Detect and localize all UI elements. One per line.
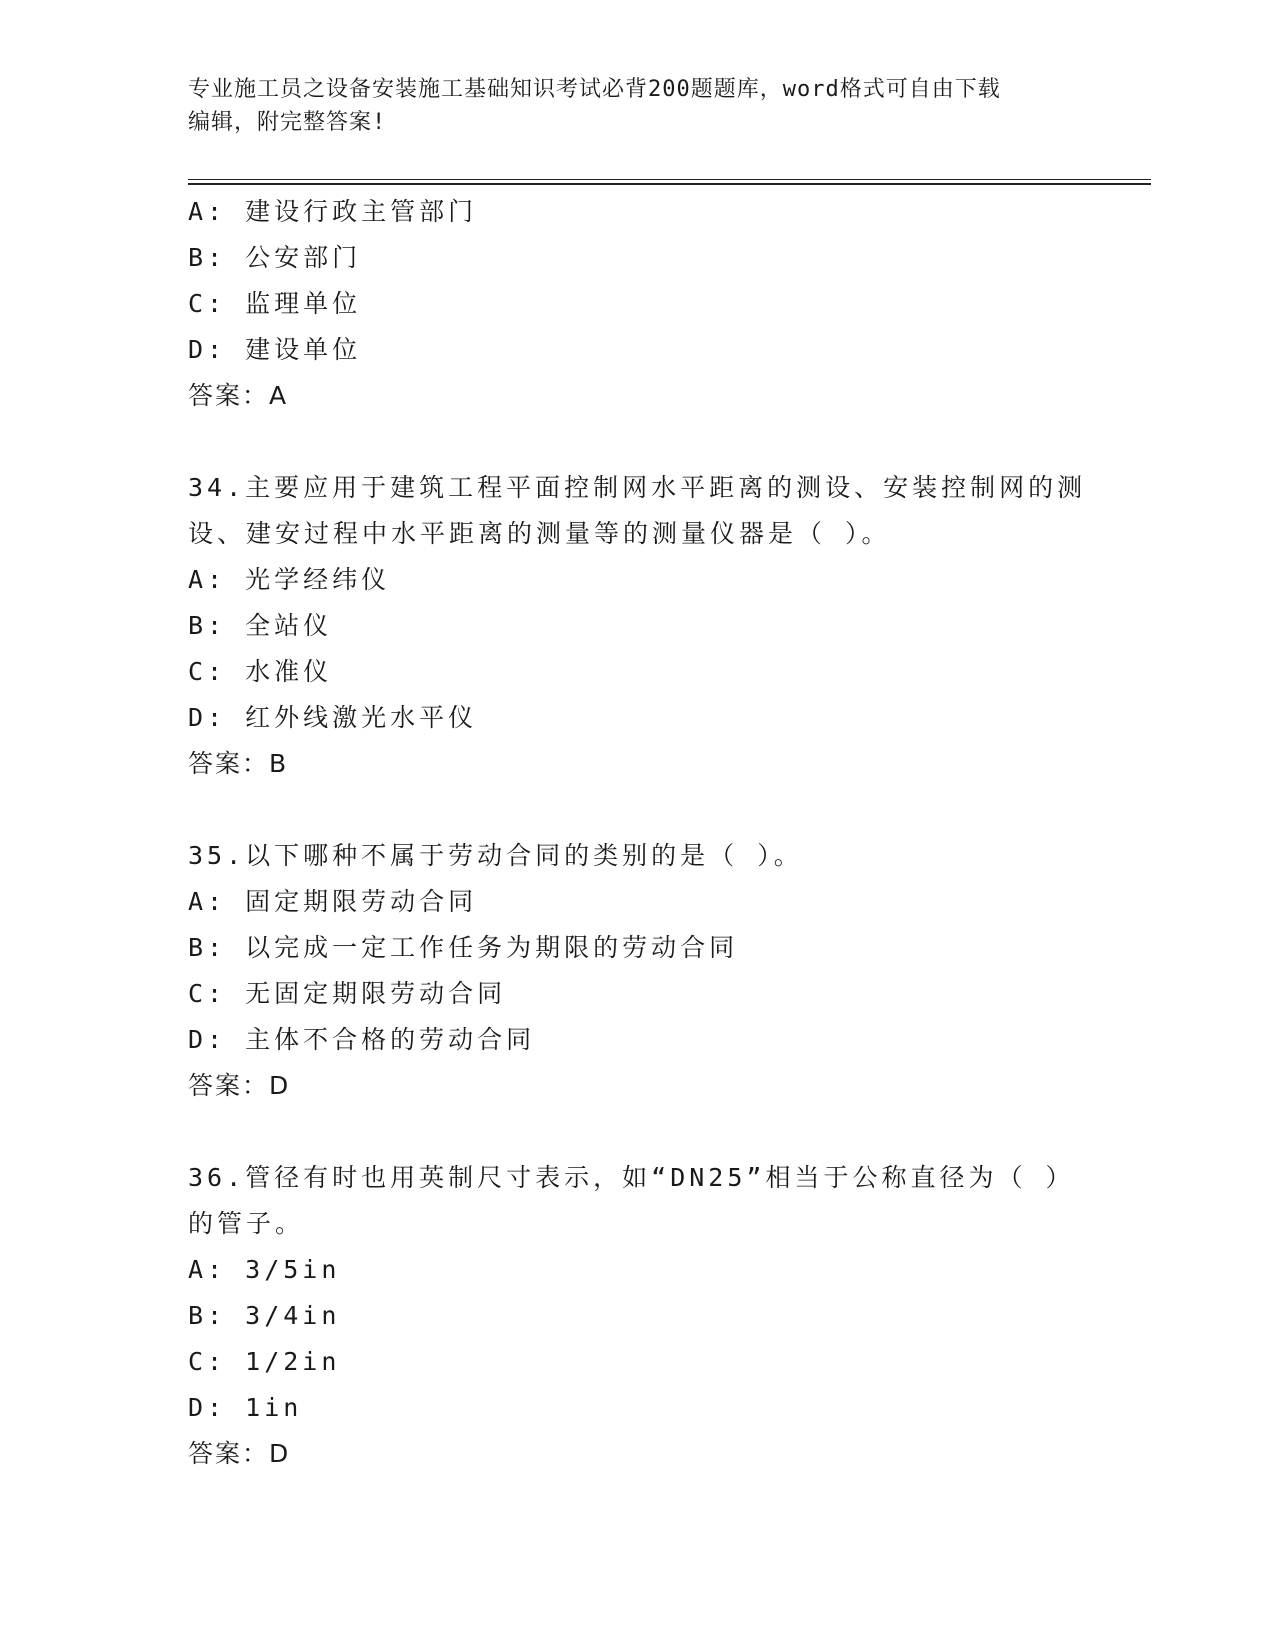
option-a: A: 固定期限劳动合同 [188, 887, 478, 916]
option-c: C: 监理单位 [188, 289, 362, 318]
option-b: B: 公安部门 [188, 243, 362, 272]
spacer [188, 419, 1088, 465]
option-b: B: 以完成一定工作任务为期限的劳动合同 [188, 933, 739, 962]
option-d: D: 1in [188, 1393, 303, 1422]
question-stem-line-1: 36.管径有时也用英制尺寸表示，如“DN25”相当于公称直径为（ ） [188, 1163, 1075, 1192]
option-d: D: 建设单位 [188, 335, 362, 364]
option-a: A: 光学经纬仪 [188, 565, 391, 594]
question-stem-line-1: 35.以下哪种不属于劳动合同的类别的是（ ）。 [188, 841, 803, 870]
option-b: B: 3/4in [188, 1301, 341, 1330]
option-c: C: 水准仪 [188, 657, 333, 686]
header-divider-top [188, 179, 1151, 180]
answer-label: 答案：A [188, 381, 289, 410]
question-34 [188, 465, 1088, 787]
answer-label: 答案：D [188, 1071, 291, 1100]
document-header [188, 73, 1088, 139]
question-36 [188, 1155, 1088, 1477]
option-a: A: 3/5in [188, 1255, 341, 1284]
answer-label: 答案：B [188, 749, 289, 778]
option-b: B: 全站仪 [188, 611, 333, 640]
option-a: A: 建设行政主管部门 [188, 197, 478, 226]
question-stem-line-2: 的管子。 [188, 1209, 305, 1238]
option-d: D: 红外线激光水平仪 [188, 703, 478, 732]
question-35 [188, 833, 1088, 1109]
spacer [188, 787, 1088, 833]
question-list [188, 189, 1088, 1477]
question-stem-line-2: 设、建安过程中水平距离的测量等的测量仪器是（ ）。 [188, 519, 891, 548]
header-divider-bottom [188, 183, 1151, 185]
question-33 [188, 189, 1088, 419]
answer-label: 答案：D [188, 1439, 291, 1468]
header-title-line-2: 编辑，附完整答案! [188, 110, 387, 135]
spacer [188, 1109, 1088, 1155]
option-d: D: 主体不合格的劳动合同 [188, 1025, 536, 1054]
header-title-line-1: 专业施工员之设备安装施工基础知识考试必背200题题库，word格式可自由下载 [188, 77, 1001, 102]
option-c: C: 无固定期限劳动合同 [188, 979, 507, 1008]
option-c: C: 1/2in [188, 1347, 341, 1376]
question-stem-line-1: 34.主要应用于建筑工程平面控制网水平距离的测设、安装控制网的测 [188, 473, 1087, 502]
